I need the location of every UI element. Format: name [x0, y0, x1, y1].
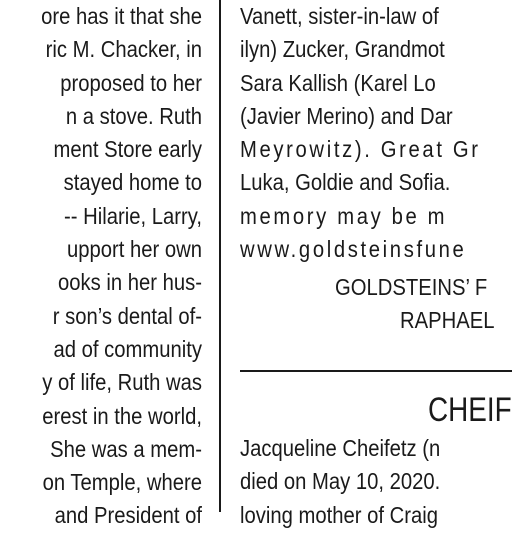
text-line: on Temple, where	[42, 469, 202, 496]
text-line: y of life, Ruth was	[42, 369, 202, 396]
text-line: upport her own	[66, 236, 202, 263]
signature-funeral-home: GOLDSTEINS’ F	[335, 274, 488, 300]
text-line: ore has it that she	[41, 3, 202, 29]
text-line: www.goldsteinsfune	[240, 236, 467, 263]
text-line: ilyn) Zucker, Grandmot	[240, 36, 445, 63]
text-line: n a stove. Ruth	[65, 102, 202, 129]
text-line: She was a mem-	[50, 435, 202, 462]
text-line: Vanett, sister-in-law of	[240, 3, 439, 29]
section-divider	[240, 370, 512, 372]
text-line: r son’s dental of-	[52, 302, 202, 329]
column-divider	[219, 0, 221, 512]
text-line: proposed to her	[60, 69, 202, 96]
right-obituary-column	[240, 0, 512, 266]
text-line: ric M. Chacker, in	[45, 36, 202, 63]
signature-name: RAPHAEL	[400, 307, 495, 333]
text-line: ooks in her hus-	[57, 269, 202, 296]
text-line: erest in the world,	[42, 402, 202, 429]
left-obituary-column	[24, 0, 202, 533]
text-line: (Javier Merino) and Dar	[240, 102, 453, 129]
text-line: died on May 10, 2020.	[240, 468, 441, 495]
text-line: stayed home to	[63, 169, 202, 196]
text-line: and President of	[54, 502, 202, 529]
text-line: memory may be m	[240, 202, 448, 229]
text-line: -- Hilarie, Larry,	[64, 202, 202, 229]
text-line: Sara Kallish (Karel Lo	[240, 69, 436, 96]
text-line: Meyrowitz). Great Gr	[240, 136, 481, 163]
text-line: ad of community	[53, 335, 202, 362]
text-line: ment Store early	[53, 136, 202, 163]
obituary-heading: CHEIF	[428, 391, 512, 429]
text-line: Jacqueline Cheifetz (n	[240, 435, 441, 461]
text-line: Luka, Goldie and Sofia.	[240, 169, 451, 196]
second-obituary-body	[240, 432, 440, 532]
text-line: loving mother of Craig	[240, 501, 438, 528]
